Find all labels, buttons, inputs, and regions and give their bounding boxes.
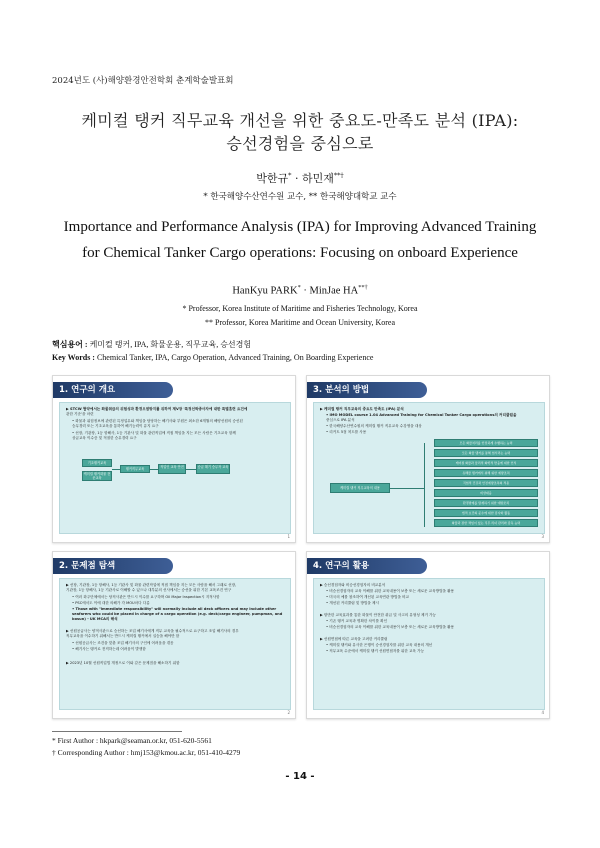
- slide-number: 3: [541, 534, 544, 539]
- bullet-line: ▶ STCW 협약에서는 화물취급의 위험성과 환경오염방지를 위하여 제V장 '특정선박종사자에 대한 특별훈련 요건에: [66, 407, 248, 411]
- english-affiliation-2: ** Professor, Korea Maritime and Ocean University, Korea: [205, 318, 395, 327]
- footnote-rule: [52, 731, 182, 732]
- korean-title-line-1: 케미컬 탱커 직무교육 개선을 위한 중요도-만족도 분석 (IPA):: [81, 111, 519, 130]
- slide-problem-exploration: [52, 551, 296, 719]
- slide-number: 4: [541, 710, 544, 715]
- bullet-line: • 한국해양수산연수원의 케미컬 탱커 직무교육 수강생을 대상: [326, 424, 422, 428]
- slide-body: [313, 578, 545, 710]
- slide-number: 1: [287, 534, 290, 539]
- bullet-line: • 여러 화주단체에서는 당직사관은 반드시 이수를 요구하며 Oil Major Inspection시 지적사항: [72, 595, 220, 599]
- bullet-line: • 선원공급사는 조건을 맞춘 조업 해기사의 구인에 어려움을 겪음: [72, 641, 174, 645]
- slide-title: 4. 연구의 활용: [313, 561, 370, 571]
- bullet-line: 직무교육을 이수하기 위해서는 반드시 케미컬 탱커에서 실승을 해야만 함: [66, 634, 180, 638]
- flow-box: 승급 해기 승무자 교육: [196, 464, 230, 474]
- slide-body: [59, 402, 291, 534]
- slide-body: [313, 402, 545, 534]
- content-item-box: 모든 화물 탱커를 통해 업서리는 능력: [434, 449, 538, 457]
- connector-line: [424, 443, 425, 527]
- connector-line: [390, 488, 424, 489]
- bullet-line: • IMO MODEL course 1.04 Advanced Training for Chemical Tanker Cargo operations의 커리큘럼을: [326, 413, 517, 417]
- bullet-line: • PSC에서도 이에 대한 의해가 각 MOU마다 다름: [72, 601, 150, 605]
- flow-arrow: [150, 469, 158, 470]
- bullet-line: • 개선된 커리큘럼 및 방법을 제시: [326, 601, 379, 605]
- slide-number: 2: [287, 710, 290, 715]
- slide-title: 3. 분석의 방법: [313, 385, 370, 395]
- bullet-line: • 직무교육 수준에서 케미컬 탱커 선원면접자를 위한 교육 가능: [326, 649, 425, 653]
- slide-header: [53, 558, 173, 574]
- flow-box: 탱커직무교육: [120, 465, 150, 473]
- english-title-line-1: Importance and Performance Analysis (IPA) for Improving Advanced Training: [63, 219, 537, 235]
- bullet-line: 중심으로 IPA 분석: [326, 418, 355, 422]
- bullet-line: • 화물과 위험정보에 관련된 특정업무와 책임을 담당하는 해기사와 부원은 최소한 6개월의 해양선원의 승선된: [72, 419, 243, 423]
- bullet-line: • 기존 탱커 교육과 명확한 차이를 확인: [326, 619, 388, 623]
- content-item-box: 비상대응: [434, 489, 538, 497]
- flow-box: 케미컬 탱커화물 전문교육: [83, 472, 111, 480]
- bullet-line: • Those with "immediate responsibility" will normally include all deck officers and may include other: [72, 607, 277, 611]
- footnote-corresponding-author: † Corresponding Author : hmj153@kmou.ac.kr, 051-410-4279: [52, 748, 241, 757]
- bullet-line: • 해기사는 탱커로 전직하는데 어려움이 발생함: [72, 647, 146, 651]
- flow-arrow: [186, 469, 196, 470]
- bullet-line: • 미국의 예를 참조하여 개선된 교육연관 방법을 비교: [326, 595, 410, 599]
- bullet-line: bosun) - UK MCA의 해석: [72, 617, 118, 621]
- bullet-line: 기관장, 1등 항해사, 1등 기관사로 이해할 수 있으나 대부분의 선사에서는 승선을 위한 기본 교육조건 연구: [66, 588, 232, 592]
- bullet-line: 관한 기준'을 마련: [66, 412, 94, 416]
- content-item-box: 케미컬 화물과 물리적 화학적 반응에 대한 인식: [434, 459, 538, 467]
- bullet-line: • 케미컬 탱커와 유사한 은행이 승선경험자를 위한 교육 내용의 개선: [326, 643, 433, 647]
- korean-title-line-2: 승선경험을 중심으로: [226, 134, 374, 153]
- bullet-line: • 선장, 기관장, 1등 항해사, 1등 기관사 및 화물 관련직업에 직접 책임을 지는 모든 사람은 기초교육 함께: [72, 431, 236, 435]
- slide-research-application: [306, 551, 550, 719]
- content-item-box: 모든 화물처리를 안전하게 수행하는 능력: [434, 439, 538, 447]
- flow-box: 기초탱커교육: [82, 459, 112, 467]
- english-affiliation-1: * Professor, Korea Institute of Maritime and Fisheries Technology, Korea: [182, 304, 418, 313]
- korean-keywords: 핵심용어 : 케미컬 탱커, IPA, 화물운용, 직무교육, 승선경험: [52, 340, 252, 349]
- content-item-box: 화물과 관한 책임이 있는 직무 리더 관리와 감독 능력: [434, 519, 538, 527]
- bullet-line: ▶ 항만한 교육효과를 통한 화물이 안전한 취급 및 사고의 유형성 제거 가능: [320, 613, 437, 617]
- flow-box: 직업인 교육 안전: [158, 464, 186, 474]
- page-number: - 14 -: [285, 771, 315, 782]
- footnote-first-author: * First Author : hkpark@seaman.or.kr, 051-620-5561: [52, 736, 212, 745]
- slide-title: 1. 연구의 개요: [59, 385, 116, 395]
- bullet-line: seafarers who could be placed in charge of a cargo operation (e.g. deck/cargo engineer, pumpman, and: [72, 612, 283, 616]
- bullet-line: 승무경력 또는 기초교육을 통하여 해기능력이 유지 요구: [72, 424, 159, 428]
- bullet-line: ▶ 선원공급사는 양적사관으로 승선하는 조업 해기사에게 직무 교육을 필수적으로 요구하고 조업 해기사의 경우: [66, 629, 239, 633]
- content-item-box: 유해물 탱커에서 위해 위한 예방조치: [434, 469, 538, 477]
- english-authors: HanKyu PARK* · MinJae HA**†: [232, 284, 368, 297]
- bullet-line: ▶ 2023년 10월 선원직업법 개정으로 이와 같은 문제점을 해소하기 위함: [66, 661, 180, 665]
- english-title-line-2: for Chemical Tanker Cargo operations: Focusing on onboard Experience: [82, 245, 518, 261]
- content-item-box: 환경방재를 탑재하기 위한 예방조치: [434, 499, 538, 507]
- slide-header: [307, 558, 427, 574]
- bullet-line: • 비승선경험자의 교육 이해를 위한 교육내용이 보충 또는 새로운 교육방법을 활용: [326, 589, 455, 593]
- bullet-line: ▶ 선장, 기관장, 1등 항해사, 1등 기관사 및 화물 관련작업에 직접 책임을 지는 모든 사람을 해서 그래로 선장,: [66, 583, 237, 587]
- content-item-box: 직업적 건강과 안전예방조치의 적용: [434, 479, 538, 487]
- korean-affiliation: * 한국해양수산연수원 교수, ** 한국해양대학교 교수: [203, 192, 397, 202]
- slide-analysis-method: [306, 375, 550, 543]
- bullet-line: • 비승선경험자의 교육 이해를 위한 교육내용이 보충 또는 새로운 교육방법을 활용: [326, 625, 455, 629]
- korean-authors: 박한규* · 하민재**†: [256, 171, 344, 185]
- conference-name: 2024년도 (사)해양환경안전학회 춘계학술발표회: [52, 76, 234, 86]
- bullet-line: ▶ 선원면접에 따른 교육을 고려한 커리큘럼: [320, 637, 388, 641]
- slide-header: [307, 382, 427, 398]
- bullet-line: ▶ 승선경험자와 비승선경험자의 비교분석: [320, 583, 386, 587]
- slide-body: [59, 578, 291, 710]
- slide-research-overview: [52, 375, 296, 543]
- english-keywords: Key Words : Chemical Tanker, IPA, Cargo Operation, Advanced Training, On Boarding Experience: [52, 353, 374, 362]
- bullet-line: ▶ 케미컬 탱커 직무교육의 중요도 만족도 (IPA) 분석: [320, 407, 404, 411]
- bullet-line: • 리커트 5점 척도를 사용: [326, 430, 367, 434]
- bullet-line: 상급교육 이수증 및 적절한 승무경력 요구: [72, 436, 137, 440]
- content-main-box: 케미컬 탱커 직무교육의 내용: [330, 483, 390, 493]
- flow-arrow: [112, 469, 120, 470]
- slide-title: 2. 문제점 탐색: [59, 561, 116, 571]
- content-item-box: 법적 요건의 준수에 대한 검사와 활동: [434, 509, 538, 517]
- slide-header: [53, 382, 173, 398]
